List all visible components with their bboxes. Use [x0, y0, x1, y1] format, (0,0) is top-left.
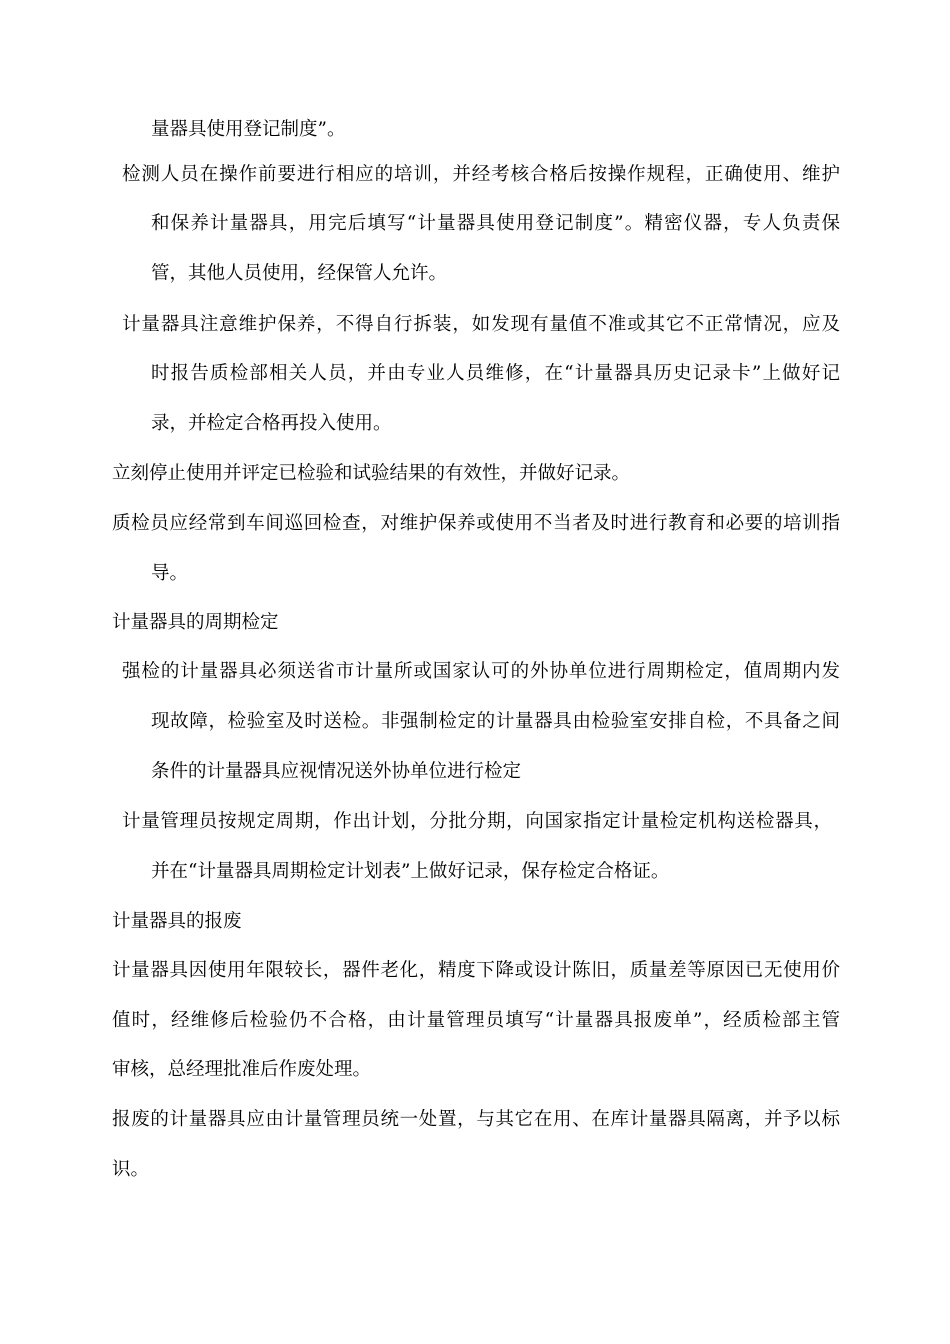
text-line-14: 条件的计量器具应视情况送外协单位进行检定 [151, 761, 522, 782]
text-line-20: 审核，总经理批准后作废处理。 [112, 1059, 372, 1080]
text-line-10: 导。 [151, 563, 189, 584]
text-line-19: 值时，经维修后检验仍不合格，由计量管理员填写“计量器具报废单”，经质检部主管 [112, 1010, 840, 1031]
text-line-18: 计量器具因使用年限较长，器件老化，精度下降或设计陈旧，质量差等原因已无使用价 [112, 960, 840, 981]
text-line-13: 现故障，检验室及时送检。非强制检定的计量器具由检验室安排自检，不具备之间 [151, 711, 840, 732]
text-line-22: 识。 [112, 1159, 150, 1180]
text-line-3: 和保养计量器具，用完后填写“计量器具使用登记制度”。精密仪器，专人负责保 [151, 213, 840, 234]
text-line-7: 录，并检定合格再投入使用。 [151, 413, 392, 434]
text-line-21: 报废的计量器具应由计量管理员统一处置，与其它在用、在库计量器具隔离，并予以标 [112, 1109, 840, 1130]
text-line-2: 检测人员在操作前要进行相应的培训，并经考核合格后按操作规程，正确使用、维护 [122, 164, 840, 185]
section-heading-scrapping: 计量器具的报废 [112, 911, 242, 932]
text-line-1: 量器具使用登记制度”。 [151, 119, 346, 140]
text-line-15: 计量管理员按规定周期，作出计划，分批分期，向国家指定计量检定机构送检器具， [122, 811, 832, 832]
text-line-4: 管，其他人员使用，经保管人允许。 [151, 263, 448, 284]
section-heading-periodic-verification: 计量器具的周期检定 [112, 612, 279, 633]
text-line-5: 计量器具注意维护保养，不得自行拆装，如发现有量值不准或其它不正常情况，应及 [122, 314, 840, 335]
text-line-8: 立刻停止使用并评定已检验和试验结果的有效性，并做好记录。 [112, 463, 631, 484]
text-line-6: 时报告质检部相关人员，并由专业人员维修，在“计量器具历史记录卡”上做好记 [151, 363, 840, 384]
text-line-12: 强检的计量器具必须送省市计量所或国家认可的外协单位进行周期检定，值周期内发 [122, 661, 840, 682]
text-line-16: 并在“计量器具周期检定计划表”上做好记录，保存检定合格证。 [151, 861, 670, 882]
text-line-9: 质检员应经常到车间巡回检查，对维护保养或使用不当者及时进行教育和必要的培训指 [112, 513, 840, 534]
